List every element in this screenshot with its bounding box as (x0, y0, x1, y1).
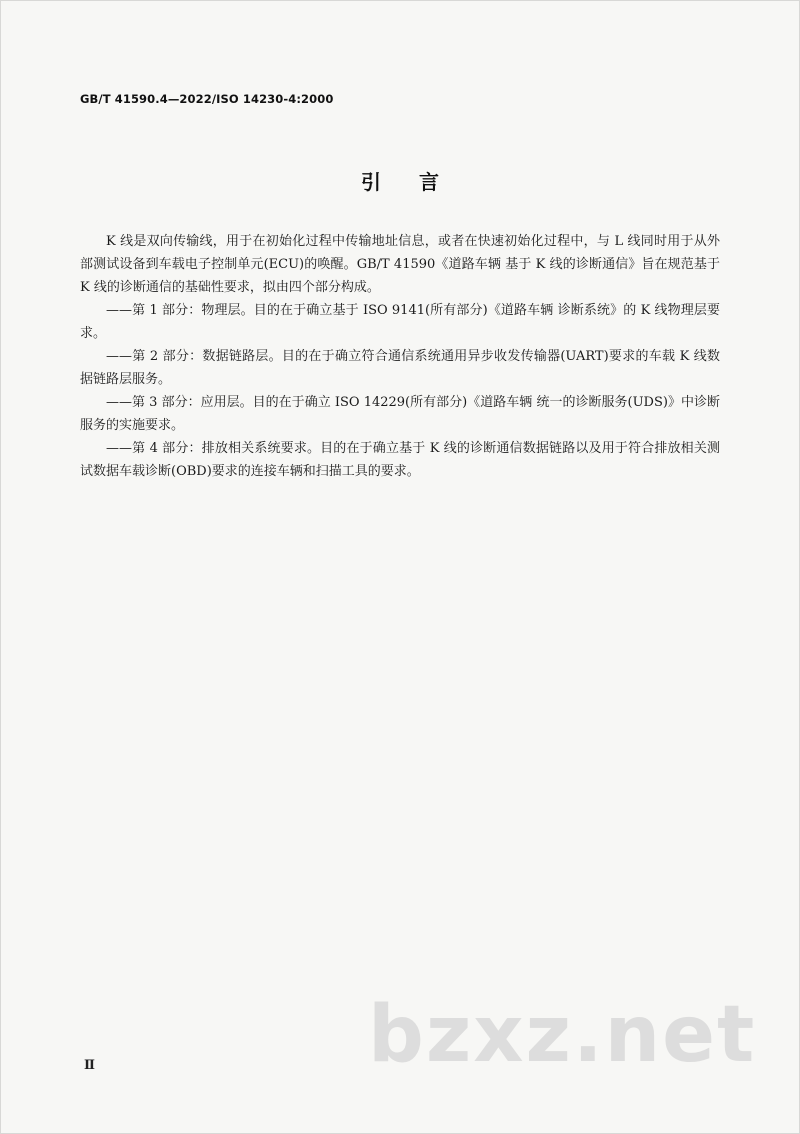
intro-paragraph: K 线是双向传输线，用于在初始化过程中传输地址信息，或者在快速初始化过程中，与 L 线同时用于从外部测试设备到车载电子控制单元(ECU)的唤醒。GB/T 41590《道路车辆 基于 K 线的诊断通信》旨在规范基于 K 线的诊断通信的基础性要求，拟由四个部分构成。 (80, 234, 720, 295)
standard-number-header: GB/T 41590.4—2022/ISO 14230-4:2000 (80, 92, 334, 106)
part-3-item: ——第 3 部分：应用层。目的在于确立 ISO 14229(所有部分)《道路车辆 统一的诊断服务(UDS)》中诊断服务的实施要求。 (80, 395, 720, 433)
body-text (80, 230, 720, 483)
section-title: 引言 (361, 170, 477, 194)
site-watermark: bzxz.net (368, 990, 757, 1080)
part-4-item: ——第 4 部分：排放相关系统要求。目的在于确立基于 K 线的诊断通信数据链路以及用于符合排放相关测试数据车载诊断(OBD)要求的连接车辆和扫描工具的要求。 (80, 441, 720, 479)
part-2-item: ——第 2 部分：数据链路层。目的在于确立符合通信系统通用异步收发传输器(UART)要求的车载 K 线数据链路层服务。 (80, 349, 720, 387)
page-number: Ⅱ (84, 1058, 95, 1073)
part-1-item: ——第 1 部分：物理层。目的在于确立基于 ISO 9141(所有部分)《道路车辆 诊断系统》的 K 线物理层要求。 (80, 303, 720, 341)
